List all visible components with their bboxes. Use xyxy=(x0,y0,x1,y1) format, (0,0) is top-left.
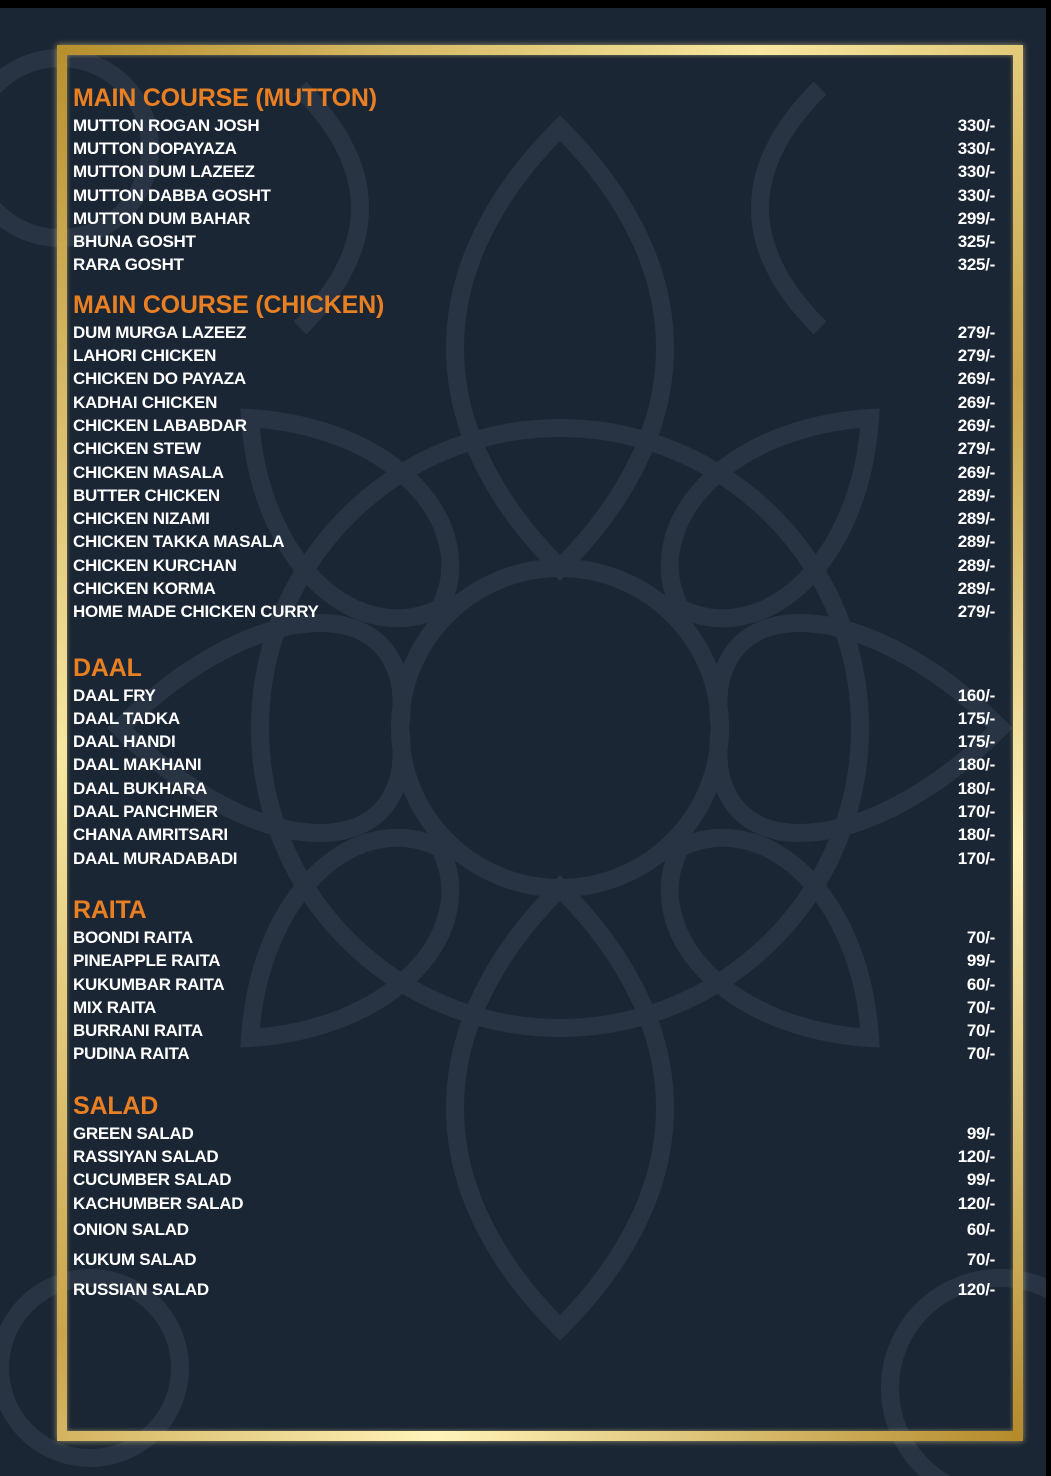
item-price: 60/- xyxy=(966,974,995,994)
item-name: CHANA AMRITSARI xyxy=(73,825,228,845)
menu-item xyxy=(73,800,995,823)
menu-item xyxy=(73,391,995,414)
item-name: KACHUMBER SALAD xyxy=(73,1193,244,1213)
item-price: 269/- xyxy=(957,462,995,482)
item-name: LAHORI CHICKEN xyxy=(73,346,217,366)
menu-item xyxy=(73,184,995,207)
item-price: 70/- xyxy=(966,927,995,947)
item-price: 180/- xyxy=(957,778,995,798)
section-title: SALAD xyxy=(73,1092,159,1121)
menu-item xyxy=(73,1145,995,1168)
item-name: DAAL PANCHMER xyxy=(73,802,218,822)
item-price: 180/- xyxy=(957,825,995,845)
menu-item xyxy=(73,1245,995,1275)
menu-item xyxy=(73,484,995,507)
item-price: 99/- xyxy=(966,951,995,971)
item-price: 70/- xyxy=(966,1021,995,1041)
item-name: MUTTON DUM LAZEEZ xyxy=(73,162,255,182)
item-price: 120/- xyxy=(957,1280,995,1300)
menu-item xyxy=(73,230,995,253)
item-price: 279/- xyxy=(957,322,995,342)
menu-item xyxy=(73,344,995,367)
menu-item xyxy=(73,254,995,277)
section-title: MAIN COURSE (MUTTON) xyxy=(73,84,377,112)
item-price: 70/- xyxy=(966,997,995,1017)
item-name: CUCUMBER SALAD xyxy=(73,1170,232,1190)
section-daal xyxy=(73,654,995,870)
menu-item xyxy=(73,1043,995,1066)
section-title: MAIN COURSE (CHICKEN) xyxy=(73,291,385,320)
menu-item xyxy=(73,950,995,973)
item-name: DAAL MURADABADI xyxy=(73,848,238,868)
item-name: MUTTON DUM BAHAR xyxy=(73,208,251,228)
item-name: BHUNA GOSHT xyxy=(73,232,196,252)
item-name: MUTTON ROGAN JOSH xyxy=(73,115,260,135)
item-price: 289/- xyxy=(957,578,995,598)
item-name: KUKUM SALAD xyxy=(73,1250,197,1270)
item-price: 330/- xyxy=(957,162,995,182)
item-price: 160/- xyxy=(957,685,995,705)
menu-item xyxy=(73,973,995,996)
menu-item xyxy=(73,137,995,160)
menu-item xyxy=(73,824,995,847)
menu-item xyxy=(73,1122,995,1145)
item-name: RASSIYAN SALAD xyxy=(73,1147,219,1167)
menu-item xyxy=(73,114,995,137)
item-price: 70/- xyxy=(966,1250,995,1270)
item-price: 120/- xyxy=(957,1193,995,1213)
menu-item xyxy=(73,926,995,949)
item-name: MIX RAITA xyxy=(73,997,156,1017)
menu-content xyxy=(73,84,995,1305)
item-name: CHICKEN TAKKA MASALA xyxy=(73,532,285,552)
item-price: 120/- xyxy=(957,1147,995,1167)
section-main-course-mutton xyxy=(73,84,995,277)
item-name: ONION SALAD xyxy=(73,1220,189,1240)
item-price: 99/- xyxy=(966,1170,995,1190)
item-price: 289/- xyxy=(957,555,995,575)
section-main-course-chicken xyxy=(73,291,995,624)
item-name: CHICKEN STEW xyxy=(73,439,201,459)
menu-item xyxy=(73,754,995,777)
item-name: CHICKEN KURCHAN xyxy=(73,555,237,575)
item-price: 269/- xyxy=(957,369,995,389)
item-price: 269/- xyxy=(957,392,995,412)
menu-item xyxy=(73,414,995,437)
menu-item xyxy=(73,161,995,184)
item-name: PUDINA RAITA xyxy=(73,1044,190,1064)
menu-item xyxy=(73,321,995,344)
menu-item xyxy=(73,777,995,800)
item-price: 330/- xyxy=(957,115,995,135)
section-spacer xyxy=(73,870,995,896)
section-spacer xyxy=(73,624,995,654)
menu-item xyxy=(73,731,995,754)
item-name: DAAL HANDI xyxy=(73,732,176,752)
item-price: 289/- xyxy=(957,509,995,529)
item-name: DAAL BUKHARA xyxy=(73,778,207,798)
item-price: 279/- xyxy=(957,346,995,366)
item-name: BURRANI RAITA xyxy=(73,1021,203,1041)
item-price: 289/- xyxy=(957,485,995,505)
menu-item xyxy=(73,1275,995,1305)
item-price: 325/- xyxy=(957,255,995,275)
item-price: 99/- xyxy=(966,1123,995,1143)
item-name: HOME MADE CHICKEN CURRY xyxy=(73,602,319,622)
item-price: 289/- xyxy=(957,532,995,552)
section-title: RAITA xyxy=(73,896,147,925)
menu-item xyxy=(73,707,995,730)
item-name: BUTTER CHICKEN xyxy=(73,485,220,505)
item-name: GREEN SALAD xyxy=(73,1123,194,1143)
menu-item xyxy=(73,1215,995,1245)
item-name: CHICKEN DO PAYAZA xyxy=(73,369,246,389)
menu-item xyxy=(73,207,995,230)
menu-item xyxy=(73,684,995,707)
item-price: 299/- xyxy=(957,208,995,228)
item-price: 269/- xyxy=(957,415,995,435)
item-name: MUTTON DOPAYAZA xyxy=(73,138,237,158)
menu-item xyxy=(73,507,995,530)
menu-item xyxy=(73,461,995,484)
section-spacer xyxy=(73,1066,995,1092)
item-name: DAAL FRY xyxy=(73,685,156,705)
item-price: 330/- xyxy=(957,138,995,158)
item-price: 60/- xyxy=(966,1220,995,1240)
item-name: DAAL MAKHANI xyxy=(73,755,202,775)
section-raita xyxy=(73,896,995,1066)
item-price: 170/- xyxy=(957,802,995,822)
menu-item xyxy=(73,438,995,461)
menu-item xyxy=(73,847,995,870)
item-name: KUKUMBAR RAITA xyxy=(73,974,225,994)
item-name: MUTTON DABBA GOSHT xyxy=(73,185,271,205)
menu-item xyxy=(73,368,995,391)
item-price: 70/- xyxy=(966,1044,995,1064)
item-price: 279/- xyxy=(957,439,995,459)
menu-item xyxy=(73,531,995,554)
menu-item xyxy=(73,554,995,577)
menu-item xyxy=(73,601,995,624)
item-name: BOONDI RAITA xyxy=(73,927,193,947)
item-price: 325/- xyxy=(957,232,995,252)
item-name: CHICKEN LABABDAR xyxy=(73,415,247,435)
item-name: PINEAPPLE RAITA xyxy=(73,951,221,971)
menu-item xyxy=(73,1192,995,1215)
item-name: KADHAI CHICKEN xyxy=(73,392,218,412)
section-title: DAAL xyxy=(73,653,142,682)
item-price: 180/- xyxy=(957,755,995,775)
item-name: DAAL TADKA xyxy=(73,708,180,728)
item-price: 170/- xyxy=(957,848,995,868)
item-name: RUSSIAN SALAD xyxy=(73,1280,209,1300)
menu-item xyxy=(73,1020,995,1043)
item-price: 279/- xyxy=(957,602,995,622)
item-name: CHICKEN NIZAMI xyxy=(73,509,210,529)
section-spacer xyxy=(73,277,995,291)
item-name: DUM MURGA LAZEEZ xyxy=(73,322,247,342)
item-name: CHICKEN KORMA xyxy=(73,578,216,598)
menu-item xyxy=(73,996,995,1019)
item-price: 175/- xyxy=(957,732,995,752)
item-price: 175/- xyxy=(957,708,995,728)
item-name: RARA GOSHT xyxy=(73,255,184,275)
menu-item xyxy=(73,1169,995,1192)
menu-item xyxy=(73,577,995,600)
section-salad xyxy=(73,1092,995,1305)
item-name: CHICKEN MASALA xyxy=(73,462,224,482)
item-price: 330/- xyxy=(957,185,995,205)
